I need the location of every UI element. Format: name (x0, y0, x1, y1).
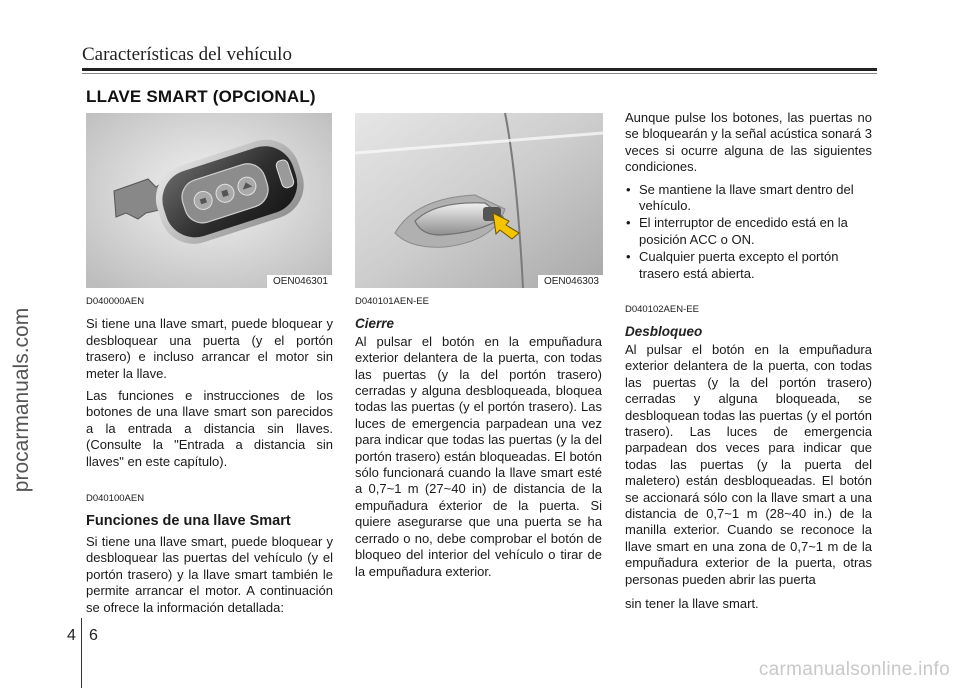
condition-list (625, 182, 872, 282)
smart-key-illustration (86, 113, 332, 288)
list-item: • Cualquier puerta excepto el portón trasero está abierta. (625, 249, 872, 282)
paragraph: sin tener la llave smart. (625, 595, 759, 611)
page-number: 6 (89, 627, 98, 644)
section-code: D040102AEN-EE (625, 304, 699, 316)
paragraph: Al pulsar el botón en la empuñadura exterior delantera de la puerta, con todas las puertas (y la del portón trasero) cerradas y alguna bloqueada, se desbloquean todas las puertas (y el portón trasero). Las luces de emergencia parpadean dos veces para indicar que todas las puertas (y la puerta del maletero) están desbloqueadas. El botón se accionará sólo con la llave smart a una distancia de 0,7~1 m (28~40 in.) de la manilla exterior. Cuando se reconoce la llave smart en una zona de 0,7~1 m de la empuñadura exterior de la puerta, otras personas pueden abrir las puerta (625, 341, 872, 587)
list-item: • El interruptor de encedido está en la posición ACC o ON. (625, 215, 872, 248)
column-3 (625, 110, 872, 618)
page-separator (81, 618, 82, 688)
spacer (86, 476, 333, 491)
list-item: • Se mantiene la llave smart dentro del vehículo. (625, 182, 872, 215)
column-1 (86, 294, 333, 622)
chapter-number: 4 (67, 627, 76, 644)
paragraph: Si tiene una llave smart, puede bloquear y desbloquear una puerta (y el portón trasero) e incluso arrancar el motor sin meter la llave. (86, 316, 333, 381)
figure-door-handle (355, 113, 603, 288)
subheading-cierre: Cierre (355, 316, 395, 332)
bottom-watermark: carmanualsonline.info (758, 659, 950, 680)
figure-smart-key (86, 113, 332, 288)
side-watermark (2, 170, 42, 630)
subheading-desbloqueo: Desbloqueo (625, 324, 703, 340)
column-2 (355, 294, 602, 586)
paragraph: Aunque pulse los botones, las puertas no se bloquearán y la señal acústica sonará 3 veces si ocurre alguna de las siguientes condiciones. (625, 110, 872, 175)
side-watermark-text: procarmanuals.com (10, 307, 33, 493)
section-code: D040100AEN (86, 493, 145, 505)
spacer (625, 288, 872, 302)
page-header-title: Características del vehículo (82, 44, 292, 65)
section-title: LLAVE SMART (OPCIONAL) (86, 87, 316, 106)
figure-label: OEN046301 (267, 275, 332, 288)
paragraph: Al pulsar el botón en la empuñadura exterior delantera de la puerta, con todas las puertas (y la del portón trasero) cerradas y alguna desbloqueada, bloquea todas las puertas (y el portón trasero). Las luces de emergencia parpadean una vez para indicar que todas las puertas (y la del portón trasero) están bloqueadas. El botón sólo funcionará cuando la llave smart esté a 0,7~1 m (27~40 in) de distancia de la empuñadura éxterior de la puerta. Si quiere asegurarse que una puerta se ha cerrado o no, debe comprobar el botón de bloqueo del interior del vehículo o tirar de la empuñadura exterior. (355, 333, 602, 579)
figure-label: OEN046303 (538, 275, 603, 288)
door-handle-illustration (355, 113, 603, 288)
header-rule-thin (82, 73, 877, 74)
header-rule (82, 68, 877, 71)
section-code: D040000AEN (86, 296, 145, 307)
section-code: D040101AEN-EE (355, 296, 429, 307)
paragraph: Si tiene una llave smart, puede bloquear y desbloquear las puertas del vehículo (y el portón trasero) y la llave smart también le permite arrancar el motor. A continuación se ofrece la información detallada: (86, 533, 333, 615)
paragraph: Las funciones e instrucciones de los botones de una llave smart son parecidos a la entrada a distancia sin llaves. (Consulte la "Entrada a distancia sin llaves" en este capítulo). (86, 388, 333, 469)
subsection-heading: Funciones de una llave Smart (86, 513, 291, 530)
